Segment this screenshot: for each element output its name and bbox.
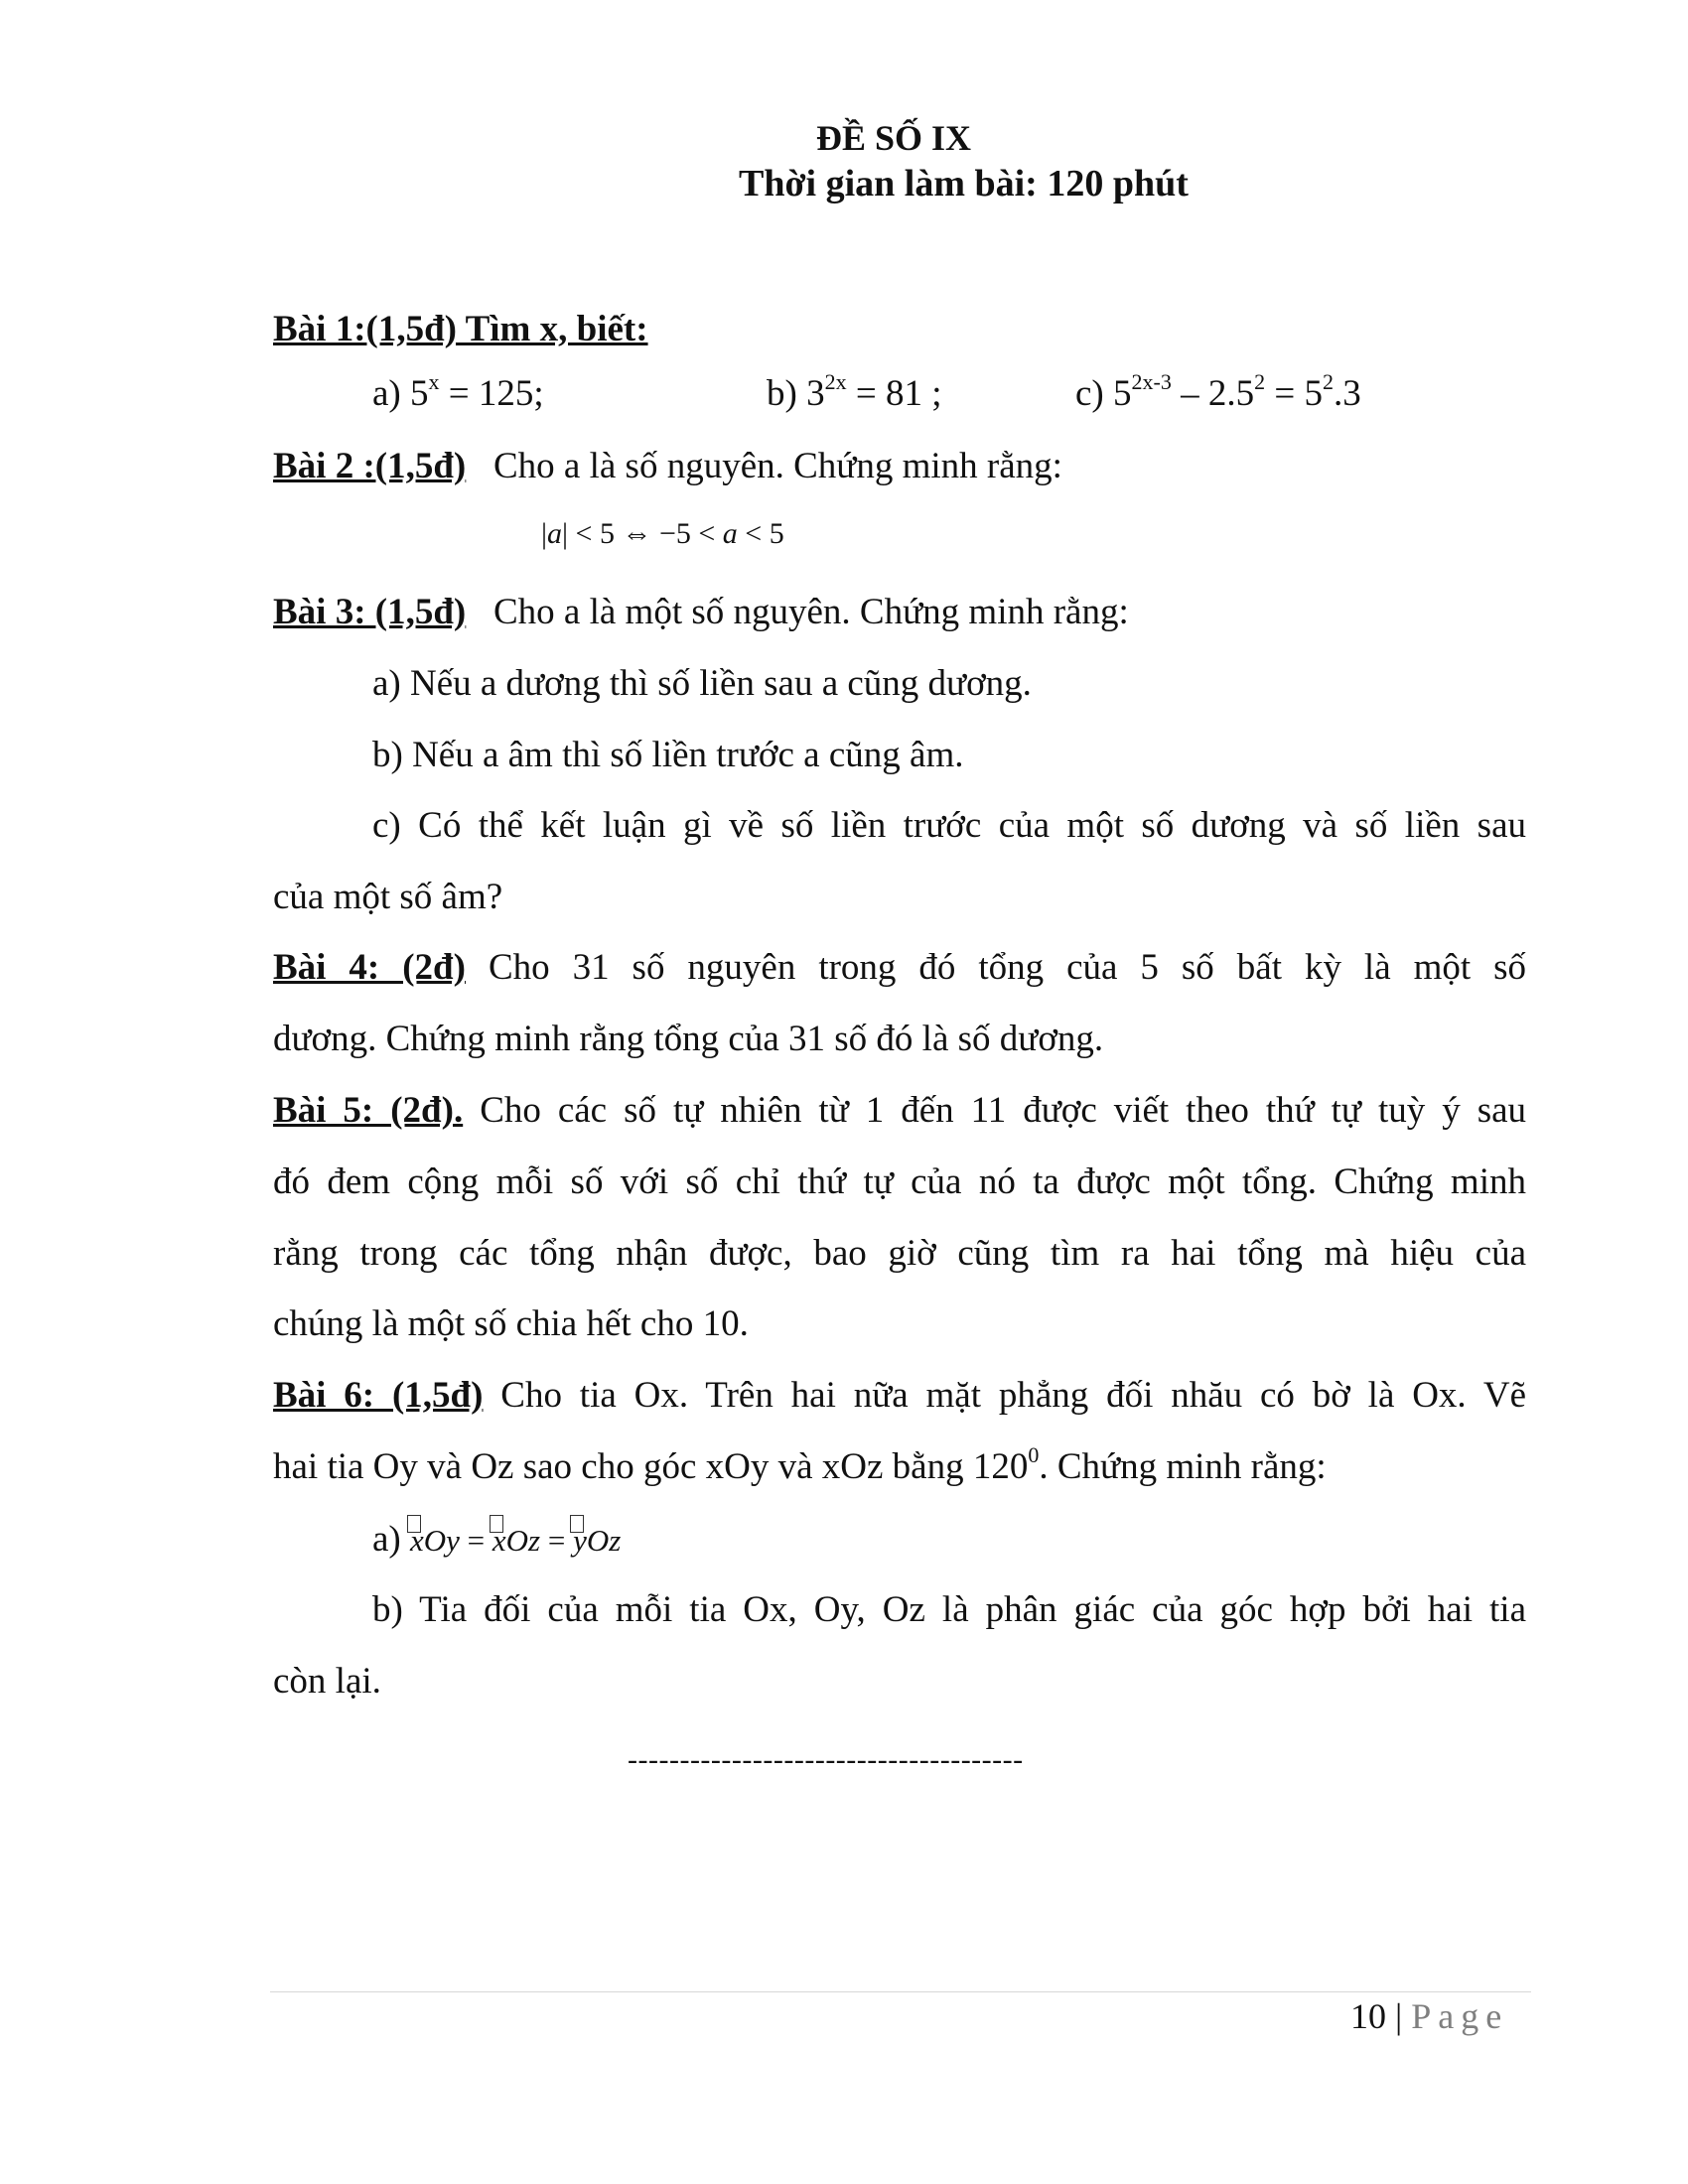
bai1-b-rest: = 81 ; (846, 373, 942, 414)
bai1-a-base: a) 5 (372, 373, 429, 414)
equals-sign-2: = (540, 1523, 574, 1558)
bai1-b-exponent: 2x (824, 369, 847, 394)
bai6-line1 (273, 1377, 1526, 1414)
bai5-line2: đó đem cộng mỗi số với số chỉ thứ tự của nó ta được một tổng. Chứng minh (273, 1161, 1526, 1202)
bai1-label: Bài 1:(1,5đ) Tìm x, biết: (273, 309, 648, 349)
bai1-c-exponent-3: 2 (1322, 369, 1334, 394)
bai5-text-1: Cho các số tự nhiên từ 1 đến 11 được viết theo thứ tự tuỳ ý sau (480, 1090, 1527, 1131)
bai5-label: Bài 5: (2đ). (273, 1090, 464, 1131)
angle-hat-icon (490, 1515, 503, 1533)
bai5-line4: chúng là một số chia hết cho 10. (273, 1303, 749, 1344)
bai3-part-c-line1: c) Có thể kết luận gì về số liền trước của một số dương và số liền sau (372, 805, 1526, 846)
bai1-c-base: c) 5 (1075, 373, 1132, 414)
bai6-text-2: hai tia Oy và Oz sao cho góc xOy và xOz bằng 120 (273, 1446, 1029, 1487)
bai2-line (273, 448, 1062, 484)
bai1-b-base: b) 3 (767, 373, 825, 414)
bai4-line2: dương. Chứng minh rằng tổng của 31 số đó là số dương. (273, 1019, 1104, 1059)
bai4-text-1: Cho 31 số nguyên trong đó tổng của 5 số bất kỳ là một số (488, 947, 1527, 988)
bai6-text-2-end: . Chứng minh rằng: (1039, 1446, 1327, 1487)
angle-hat-icon (407, 1515, 421, 1533)
page-footer (1350, 1995, 1508, 2037)
bai6-part-b-line2: còn lại. (273, 1661, 381, 1702)
footer-rule (270, 1991, 1531, 1992)
angle-var-y: y (573, 1523, 587, 1558)
footer-separator: | (1386, 1996, 1412, 2036)
bai1-part-b (767, 369, 942, 414)
angle-var-x-2: x (492, 1523, 506, 1558)
bai6-part-a (372, 1521, 621, 1558)
bai2-label: Bài 2 :(1,5đ) (273, 446, 467, 486)
bai1-c-exponent-1: 2x-3 (1131, 369, 1172, 394)
bai6-part-b-line1: b) Tia đối của mỗi tia Ox, Oy, Oz là phân giác của góc hợp bởi hai tia (372, 1589, 1526, 1630)
angle-xoz-rest: Oz (505, 1523, 541, 1558)
bai1-c-exponent-2: 2 (1254, 369, 1266, 394)
bai6-line2 (273, 1442, 1327, 1487)
bai4-line1 (273, 949, 1526, 986)
angle-xoy-rest: Oy (423, 1523, 460, 1558)
angle-equation (410, 1523, 621, 1558)
bai3-label: Bài 3: (1,5đ) (273, 592, 467, 632)
bai1-a-exponent: x (428, 369, 440, 394)
angle-yoz-rest: Oz (586, 1523, 622, 1558)
page-word: Page (1411, 1996, 1509, 2036)
bai1-part-c (1075, 369, 1361, 414)
angle-var-x: x (410, 1523, 424, 1558)
bai3-part-a: a) Nếu a dương thì số liền sau a cũng dương. (372, 663, 1032, 704)
bai5-line1 (273, 1092, 1526, 1129)
exam-title: ĐỀ SỐ IX (816, 118, 972, 158)
bai5-line3: rằng trong các tổng nhận được, bao giờ cũng tìm ra hai tổng mà hiệu của (273, 1233, 1526, 1274)
math-var-a-2: a (722, 517, 738, 550)
bai6-label: Bài 6: (1,5đ) (273, 1375, 484, 1416)
math-inequality-end: < 5 (737, 517, 784, 550)
bai1-c-mid-2: = 5 (1265, 373, 1323, 414)
bai3-line (273, 594, 1129, 630)
bai2-formula (541, 519, 784, 549)
angle-xoz (492, 1525, 506, 1556)
page-number: 10 (1350, 1996, 1386, 2036)
bai1-heading (273, 311, 648, 347)
math-inequality: | < 5 ⇔ −5 < (562, 517, 723, 550)
exam-duration: Thời gian làm bài: 120 phút (739, 163, 1189, 205)
section-separator: -------------------------------------- (628, 1743, 1024, 1776)
degree-superscript: 0 (1028, 1442, 1040, 1467)
bai3-part-c-line2: của một số âm? (273, 877, 503, 917)
bai4-label: Bài 4: (2đ) (273, 947, 466, 988)
bai1-c-mid-1: – 2.5 (1171, 373, 1255, 414)
bai6-text-1: Cho tia Ox. Trên hai nữa mặt phẳng đối nhău có bờ là Ox. Vẽ (500, 1375, 1526, 1416)
bai2-math (541, 517, 784, 550)
angle-yoz (573, 1525, 587, 1556)
bai3-text: Cho a là một số nguyên. Chứng minh rằng: (493, 592, 1129, 632)
bai2-text: Cho a là số nguyên. Chứng minh rằng: (493, 446, 1062, 486)
bai3-part-b: b) Nếu a âm thì số liền trước a cũng âm. (372, 735, 964, 775)
math-var-a: a (547, 517, 563, 550)
math-bar-left: | (541, 517, 548, 550)
bai6-a-label: a) (372, 1519, 410, 1560)
equals-sign: = (459, 1523, 492, 1558)
bai1-a-rest: = 125; (439, 373, 544, 414)
angle-xoy (410, 1525, 424, 1556)
bai1-c-rest: .3 (1333, 373, 1361, 414)
angle-hat-icon (570, 1515, 584, 1533)
bai1-part-a (372, 369, 544, 414)
